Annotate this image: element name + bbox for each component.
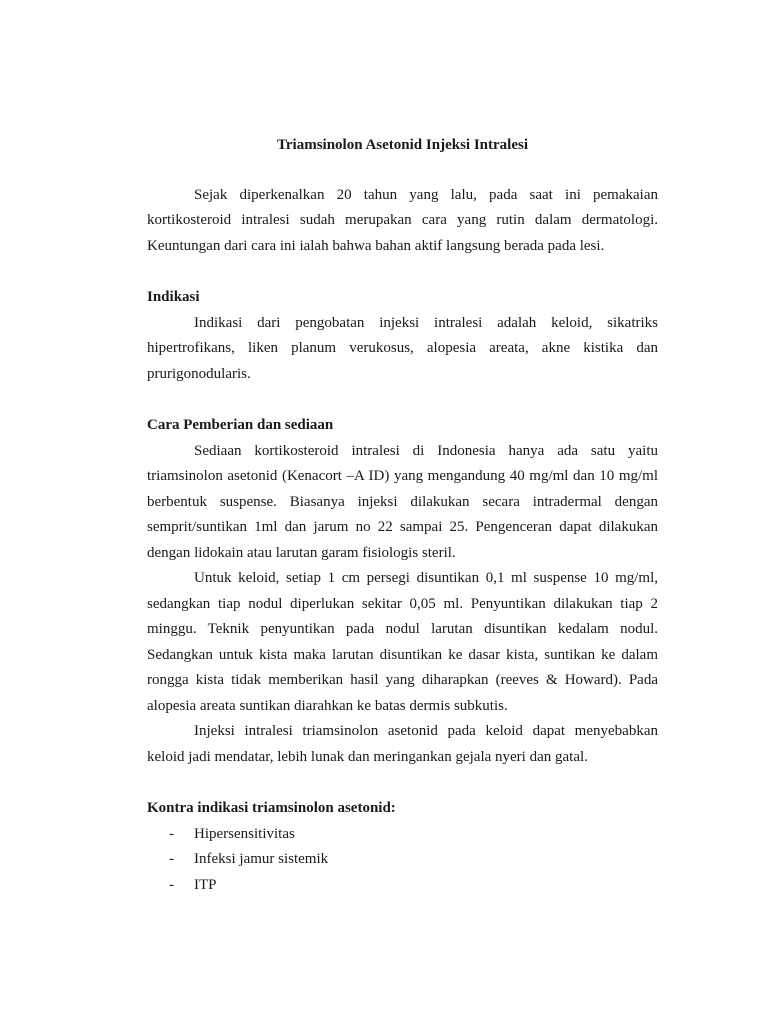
indikasi-paragraph: Indikasi dari pengobatan injeksi intralesi adalah keloid, sikatriks hipertrofikans, liken planum verukosus, alopesia areata, akne kistika dan prurigonodularis.	[147, 314, 658, 382]
document-title: Triamsinolon Asetonid Injeksi Intralesi	[276, 137, 528, 153]
list-item	[147, 873, 658, 899]
cara-paragraph-3: Injeksi intralesi triamsinolon asetonid pada keloid dapat menyebabkan keloid jadi mendatar, lebih lunak dan meringankan gejala nyeri dan gatal.	[147, 723, 658, 765]
list-item-text: Hipersensitivitas	[194, 825, 295, 842]
indikasi-heading: Indikasi	[147, 289, 200, 305]
list-item	[147, 822, 658, 848]
cara-heading: Cara Pemberian dan sediaan	[147, 417, 334, 433]
spacer	[147, 259, 658, 285]
intro-paragraph: Sejak diperkenalkan 20 tahun yang lalu, pada saat ini pemakaian kortikosteroid intralesi sudah merupakan cara yang rutin dalam dermatologi. Keuntungan dari cara ini ialah bahwa bahan aktif langsung berada pada lesi.	[147, 186, 658, 254]
kontra-list	[147, 822, 658, 899]
list-item	[147, 847, 658, 873]
list-dash: -	[169, 851, 174, 867]
kontra-heading: Kontra indikasi triamsinolon asetonid:	[147, 800, 396, 816]
cara-paragraph-1: Sediaan kortikosteroid intralesi di Indonesia hanya ada satu yaitu triamsinolon asetonid (Kenacort –A ID) yang mengandung 40 mg/ml dan 10 mg/ml berbentuk suspense. Biasanya injeksi dilakukan secara intradermal dengan semprit/suntikan 1ml dan jarum no 22 sampai 25. Pengenceran dapat dilakukan dengan lidokain atau larutan garam fisiologis steril.	[147, 442, 658, 561]
spacer	[147, 770, 658, 796]
list-dash: -	[169, 876, 174, 893]
cara-paragraph-2: Untuk keloid, setiap 1 cm persegi disuntikan 0,1 ml suspense 10 mg/ml, sedangkan tiap nodul diperlukan sekitar 0,05 ml. Penyuntikan dilakukan tiap 2 minggu. Teknik penyuntikan pada nodul larutan disuntikan kedalam nodul. Sedangkan untuk kista maka larutan disuntikan ke dasar kista, suntikan ke dalam rongga kista tidak memberikan hasil yang diharapkan (reeves & Howard). Pada alopesia areata suntikan diarahkan ke batas dermis subkutis.	[147, 570, 658, 714]
spacer	[147, 387, 658, 413]
list-item-text: ITP	[194, 876, 217, 893]
list-dash: -	[169, 825, 174, 842]
list-item-text: Infeksi jamur sistemik	[194, 851, 329, 867]
document-page	[147, 133, 658, 898]
